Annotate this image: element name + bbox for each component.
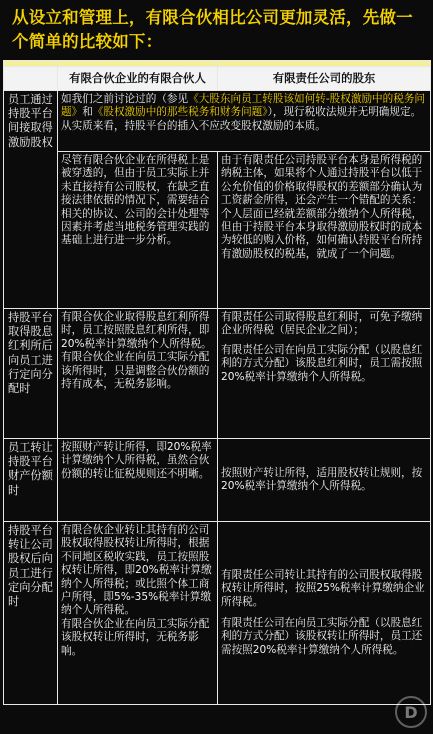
table-row	[4, 522, 431, 705]
row-label-share-transfer: 员工转让持股平台财产份额时	[4, 439, 58, 522]
note-text-before: 如我们之前讨论过的（参见	[61, 93, 189, 105]
lp-equity-sale-cell	[58, 522, 218, 705]
lp-dividend-cell	[58, 309, 218, 439]
llc-indirect-cell: 由于有限责任公司持股平台本身是所得税的纳税主体，如果将个人通过持股平台以低于公允价值的价格取得股权的差额部分确认为工资薪金所得，还会产生一个错配的关系：个人层面已经就差额部分缴纳个人所得税，但由于持股平台本身取得激励股权时的成本为较低的购入价格，如何确认持股平台所持有激励股权的税基，就成了一个问题。	[218, 152, 431, 309]
row-label-dividend: 持股平台取得股息红利所后向员工进行定向分配时	[4, 309, 58, 439]
table-row	[4, 152, 431, 309]
llc-dividend-para-2: 有限责任公司在向员工实际分配（以股息红利的方式分配）该股息红利时，员工需按照20%税率计算缴纳个人所得税。	[221, 343, 423, 383]
llc-transfer-cell: 按照财产转让所得，适用股权转让规则，按20%税率计算缴纳个人所得税。	[218, 439, 431, 522]
llc-equity-sale-para-1: 有限责任公司转让其持有的公司股权取得股权转让所得时，按照25%税率计算缴纳企业所得税。	[221, 568, 425, 608]
table-row	[4, 309, 431, 439]
lp-equity-sale-para-2: 有限合伙企业在向员工实际分配该股权转让所得时，无税务影响。	[61, 617, 210, 657]
lp-dividend-para-1: 有限合伙企业取得股息红利所得时，员工按照股息红利所得，即20%税率计算缴纳个人所得税。	[61, 311, 212, 350]
note-text-after: ），现行税收法规并无明确规定。从实质来看，持股平台的插入不应改变股权激励的本质。	[61, 106, 422, 132]
llc-dividend-para-1: 有限责任公司取得股息红利时，可免予缴纳企业所得税（居民企业之间）；	[221, 311, 423, 337]
header-limited-partner: 有限合伙企业的有限合伙人	[58, 67, 218, 91]
llc-dividend-cell	[218, 309, 431, 439]
lp-equity-sale-para-1: 有限合伙企业转让其持有的公司股权取得股权转让所得时，根据不同地区税收实践，员工按照股权转让所得，即20%税率计算缴纳个人所得税；或比照个体工商户所得，即5%-35%税率计算缴纳个人所得税。	[61, 524, 212, 617]
header-llc-shareholder: 有限责任公司的股东	[218, 67, 431, 91]
lp-transfer-cell: 按照财产转让所得，即20%税率计算缴纳个人所得税，虽然合伙份额的转让征税规则还不明晰。	[58, 439, 218, 522]
table-row	[4, 439, 431, 522]
table-header-row	[4, 67, 431, 91]
merged-note-cell	[58, 91, 431, 152]
table-row	[4, 91, 431, 152]
article-link-2[interactable]: 《股权激励中的那些税务和财务问题》	[92, 106, 268, 119]
llc-equity-sale-cell	[218, 522, 431, 705]
header-corner	[4, 67, 58, 91]
lp-indirect-cell: 尽管有限合伙企业在所得税上是被穿透的，但由于员工实际上并未直接持有公司股权，在缺乏直接法律依据的情况下，需要结合相关的协议、公司的会计处理等因素并考虑当地税务管理实践的基础上进行进一步分析。	[58, 152, 218, 309]
watermark-logo-icon: D	[395, 696, 427, 728]
note-text-mid: 和	[82, 106, 93, 119]
row-label-equity-sale: 持股平台转让公司股权后向员工进行定向分配时	[4, 522, 58, 705]
comparison-table	[3, 60, 431, 705]
llc-equity-sale-para-2: 有限责任公司在向员工实际分配（以股息红利的方式分配）该股权转让所得时，员工还需按照20%税率计算缴纳个人所得税。	[221, 617, 423, 656]
article-link-1[interactable]: 《大股东向员工转股该如何转-股权激励中的税务问题》	[61, 93, 426, 119]
row-label-indirect-acquisition: 员工通过持股平台间接取得激励股权	[4, 91, 58, 309]
lp-dividend-para-2: 有限合伙企业在向员工实际分配该所得时，只是调整合伙份额的持有成本，无税务影响。	[61, 351, 210, 391]
page-title: 从设立和管理上，有限合伙相比公司更加灵活，先做一个简单的比较如下：	[12, 8, 413, 51]
